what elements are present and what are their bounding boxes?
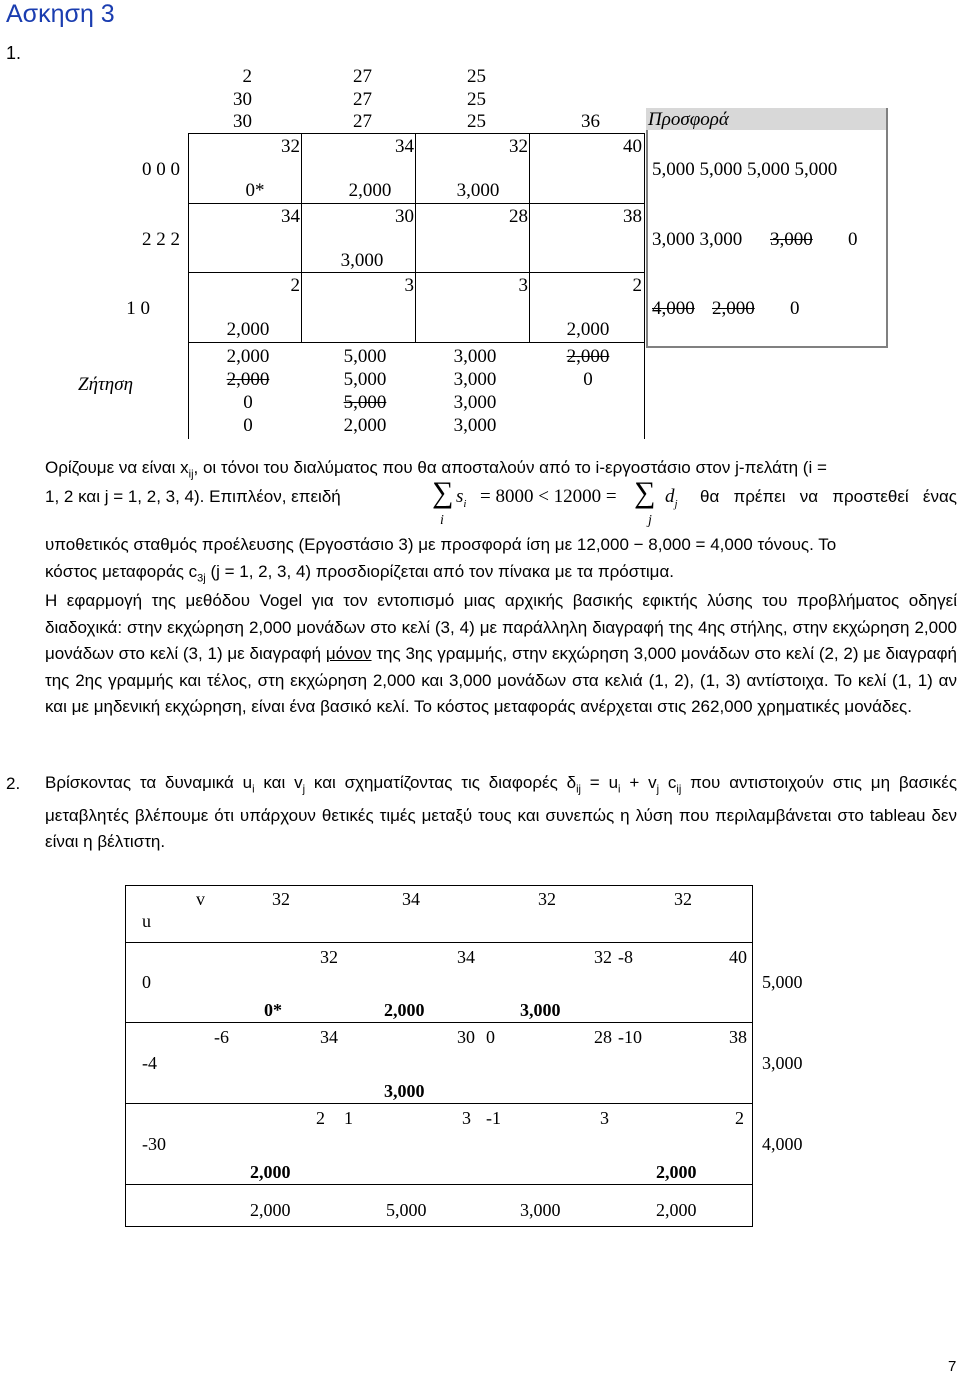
- text: Ορίζουμε να είναι x: [45, 458, 189, 477]
- subscript: j: [674, 497, 678, 510]
- para1-line3: υποθετικός σταθμός προέλευσης (Εργοστάσιο 3) με προσφορά ίση με 12,000 − 8,000 = 4,000 τόνους. Το: [45, 535, 837, 554]
- exercise-title: Ασκηση 3: [6, 0, 115, 28]
- t2-delta-r3c2: 1: [344, 1108, 353, 1128]
- subscript: ij: [676, 783, 682, 796]
- text: κόστος μεταφοράς c: [45, 562, 198, 581]
- v-value-1: 32: [272, 889, 290, 909]
- page-number: 7: [948, 1358, 957, 1375]
- t2-cost-r3c3: 3: [600, 1108, 609, 1128]
- text: c: [659, 773, 677, 792]
- t2-cost-r2c3: 28: [594, 1027, 612, 1047]
- row-penalty-1: 0 0 0: [142, 159, 180, 180]
- sum-index-j: j: [648, 513, 652, 528]
- demand-r4c2: 2,000: [343, 415, 387, 436]
- cost-r3c3: 3: [518, 275, 528, 296]
- t2-delta-r1c4: -8: [618, 947, 633, 967]
- demand-r4c1: 0: [243, 415, 253, 436]
- demand-r1c2: 5,000: [343, 346, 387, 367]
- u-value-1: 0: [142, 972, 151, 992]
- cost-r1c2: 34: [395, 136, 414, 157]
- supply-header: Προσφορά: [648, 109, 729, 130]
- t2-demand-2: 5,000: [386, 1200, 427, 1220]
- penalty-top-r2c3: 25: [467, 89, 486, 110]
- t2-cost-r3c1: 2: [316, 1108, 325, 1128]
- demand-r1c3: 3,000: [453, 346, 497, 367]
- subscript: i: [618, 783, 621, 796]
- t2-cost-r2c1: 34: [320, 1027, 338, 1047]
- demand-r1c1: 2,000: [226, 346, 270, 367]
- cost-r1c1: 32: [281, 136, 300, 157]
- para1-line4: [45, 561, 674, 589]
- t2-demand-3: 3,000: [520, 1200, 561, 1220]
- cost-r1c3: 32: [509, 136, 528, 157]
- text: = u: [580, 773, 619, 792]
- row-penalty-3: 1 0: [126, 298, 150, 319]
- grid-line: [125, 1103, 753, 1104]
- grid-line: [125, 1022, 753, 1023]
- supply-row-2b: 3,000: [770, 229, 813, 250]
- penalty-top-r2c2: 27: [353, 89, 372, 110]
- grid-line: [125, 885, 753, 886]
- u-value-2: -4: [142, 1053, 157, 1073]
- cost-r2c3: 28: [509, 206, 528, 227]
- grid-line: [752, 885, 753, 1227]
- demand-r1c4: 2,000: [566, 346, 610, 367]
- text: και σχηματίζοντας τις διαφορές δ: [305, 773, 577, 792]
- grid-line: [188, 133, 189, 439]
- grid-line: [188, 342, 644, 343]
- subscript: j: [302, 783, 306, 796]
- text: της 3ης γραμμής, στην εκχώρηση 3,000 μονάδων στο κελί (2, 2) με διαγραφή της 2ης γραμμής και τέλος, στη εκχώρηση 2,000 και 3,000 μονάδων στα κελιά (1, 2), (1, 3) αντίστοιχα. Το κελί (1, 1) αν και με μηδενική εκχώρηση, είναι ένα βασικό κελί. Το κόστος μεταφοράς ανέρχεται στις 262,000 χρηματικές μονάδες.: [45, 644, 957, 716]
- formula-d: [665, 486, 678, 515]
- v-value-2: 34: [402, 889, 420, 909]
- t2-cost-r1c3: 32: [594, 947, 612, 967]
- demand-r3c3: 3,000: [453, 392, 497, 413]
- formula-s: [456, 486, 466, 515]
- alloc-r1c3: 3,000: [456, 180, 500, 201]
- text: Βρίσκοντας τα δυναμικά u: [45, 773, 253, 792]
- text: , οι τόνοι του διαλύματος που θα αποσταλούν από το i-εργοστάσιο στον j-πελάτη (i =: [193, 458, 827, 477]
- penalty-top-r1c2: 27: [353, 66, 372, 87]
- subscript: ij: [576, 783, 581, 796]
- text: και v: [254, 773, 303, 792]
- t2-delta-r2c3: 0: [486, 1027, 495, 1047]
- para2: [45, 588, 957, 721]
- para3: [45, 770, 957, 856]
- text: d: [665, 486, 675, 507]
- t2-alloc-r3c4: 2,000: [656, 1162, 697, 1182]
- underlined-text: μόνον: [325, 644, 372, 663]
- t2-cost-r1c4: 40: [729, 947, 747, 967]
- demand-r2c4: 0: [583, 369, 593, 390]
- section-1-number: 1.: [6, 43, 22, 63]
- t2-supply-2: 3,000: [762, 1053, 803, 1073]
- t2-supply-3: 4,000: [762, 1134, 803, 1154]
- alloc-r3c4: 2,000: [566, 319, 610, 340]
- alloc-r2c2: 3,000: [340, 250, 384, 271]
- penalty-top-r3c1: 30: [233, 111, 252, 132]
- text: που αντιστοιχούν στις μη βασικές μεταβλητές βλέπουμε ότι υπάρχουν θετικές τιμές μεταξύ τους και συνεπώς η λύση που περιλαμβάνεται στο tableau δεν είναι η βέλτιστη.: [45, 773, 958, 852]
- sum-icon: ∑: [634, 476, 656, 509]
- grid-line: [125, 942, 753, 943]
- sum-icon: ∑: [432, 476, 454, 509]
- text: s: [456, 486, 464, 507]
- penalty-top-r3c4: 36: [581, 111, 600, 132]
- t2-cost-r1c2: 34: [457, 947, 475, 967]
- demand-r2c2: 5,000: [343, 369, 387, 390]
- t2-delta-r2c1: -6: [214, 1027, 229, 1047]
- u-label: u: [142, 911, 151, 931]
- cost-r2c4: 38: [623, 206, 642, 227]
- alloc-r1c2: 2,000: [348, 180, 392, 201]
- demand-r3c1: 0: [243, 392, 253, 413]
- grid-line: [125, 1184, 753, 1185]
- u-value-3: -30: [142, 1134, 166, 1154]
- supply-row-1: 5,000 5,000 5,000 5,000: [652, 159, 838, 180]
- subscript: ij: [188, 468, 194, 481]
- cost-r3c1: 2: [290, 275, 300, 296]
- t2-alloc-r1c2: 2,000: [384, 1000, 425, 1020]
- formula-mid: = 8000 < 12000 =: [480, 486, 617, 507]
- t2-demand-1: 2,000: [250, 1200, 291, 1220]
- alloc-r1c1: 0*: [245, 180, 265, 201]
- t2-demand-4: 2,000: [656, 1200, 697, 1220]
- sum-index-i: i: [440, 513, 444, 528]
- penalty-top-r1c1: 2: [242, 66, 252, 87]
- demand-r2c1: 2,000: [226, 369, 270, 390]
- cost-r2c1: 34: [281, 206, 300, 227]
- text: Η εφαρμογή της μεθόδου Vogel για τον εντοπισμό μιας αρχικής βασικής εφικτής λύσης του προβλήματος οδηγεί διαδοχικά: στην εκχώρηση 2,000 μονάδων στο κελί (3, 4) με παράλληλη διαγραφή της 4ης στήλης, στην εκχώρηση 2,000 μονάδων στο κελί (3, 1) με διαγραφή: [45, 591, 957, 663]
- grid-line: [644, 133, 645, 439]
- t2-supply-1: 5,000: [762, 972, 803, 992]
- t2-alloc-r2c2: 3,000: [384, 1081, 425, 1101]
- subscript: j: [656, 783, 660, 796]
- penalty-top-r3c3: 25: [467, 111, 486, 132]
- para1-line2a: 1, 2 και j = 1, 2, 3, 4). Επιπλέον, επειδή: [45, 487, 341, 506]
- demand-r4c3: 3,000: [453, 415, 497, 436]
- t2-delta-r3c3: -1: [486, 1108, 501, 1128]
- penalty-top-r3c2: 27: [353, 111, 372, 132]
- cost-r1c4: 40: [623, 136, 642, 157]
- subscript: i: [252, 783, 255, 796]
- v-value-3: 32: [538, 889, 556, 909]
- section-2-number: 2.: [6, 774, 21, 793]
- cost-r3c2: 3: [404, 275, 414, 296]
- para1-line2b: θα πρέπει να προστεθεί ένας: [700, 487, 957, 506]
- supply-row-3c: 0: [790, 298, 800, 319]
- t2-cost-r1c1: 32: [320, 947, 338, 967]
- cost-r2c2: 30: [395, 206, 414, 227]
- penalty-top-r1c3: 25: [467, 66, 486, 87]
- t2-alloc-r1c1: 0*: [264, 1000, 282, 1020]
- row-penalty-2: 2 2 2: [142, 229, 180, 250]
- subscript: 3j: [197, 572, 206, 585]
- text: (j = 1, 2, 3, 4) προσδιορίζεται από τον πίνακα με τα πρόστιμα.: [205, 562, 675, 581]
- supply-row-3a: 4,000: [652, 298, 695, 319]
- v-value-4: 32: [674, 889, 692, 909]
- grid-line: [125, 1226, 753, 1227]
- t2-cost-r3c2: 3: [462, 1108, 471, 1128]
- penalty-top-r2c1: 30: [233, 89, 252, 110]
- alloc-r3c1: 2,000: [226, 319, 270, 340]
- supply-row-2c: 0: [848, 229, 858, 250]
- grid-line: [301, 133, 302, 343]
- text: + v: [620, 773, 657, 792]
- supply-row-2a: 3,000 3,000: [652, 229, 743, 250]
- subscript: i: [463, 497, 467, 510]
- v-label: v: [196, 889, 205, 909]
- grid-line: [188, 133, 644, 134]
- grid-line: [415, 133, 416, 343]
- t2-delta-r2c4: -10: [618, 1027, 642, 1047]
- grid-line: [529, 133, 530, 343]
- cost-r3c4: 2: [632, 275, 642, 296]
- t2-cost-r2c2: 30: [457, 1027, 475, 1047]
- grid-line: [188, 272, 644, 273]
- t2-cost-r2c4: 38: [729, 1027, 747, 1047]
- t2-cost-r3c4: 2: [735, 1108, 744, 1128]
- demand-label: Ζήτηση: [78, 374, 134, 395]
- t2-alloc-r1c3: 3,000: [520, 1000, 561, 1020]
- demand-r3c2: 5,000: [343, 392, 387, 413]
- grid-line: [125, 885, 126, 1227]
- t2-alloc-r3c1: 2,000: [250, 1162, 291, 1182]
- supply-row-3b: 2,000: [712, 298, 755, 319]
- demand-r2c3: 3,000: [453, 369, 497, 390]
- grid-line: [188, 203, 644, 204]
